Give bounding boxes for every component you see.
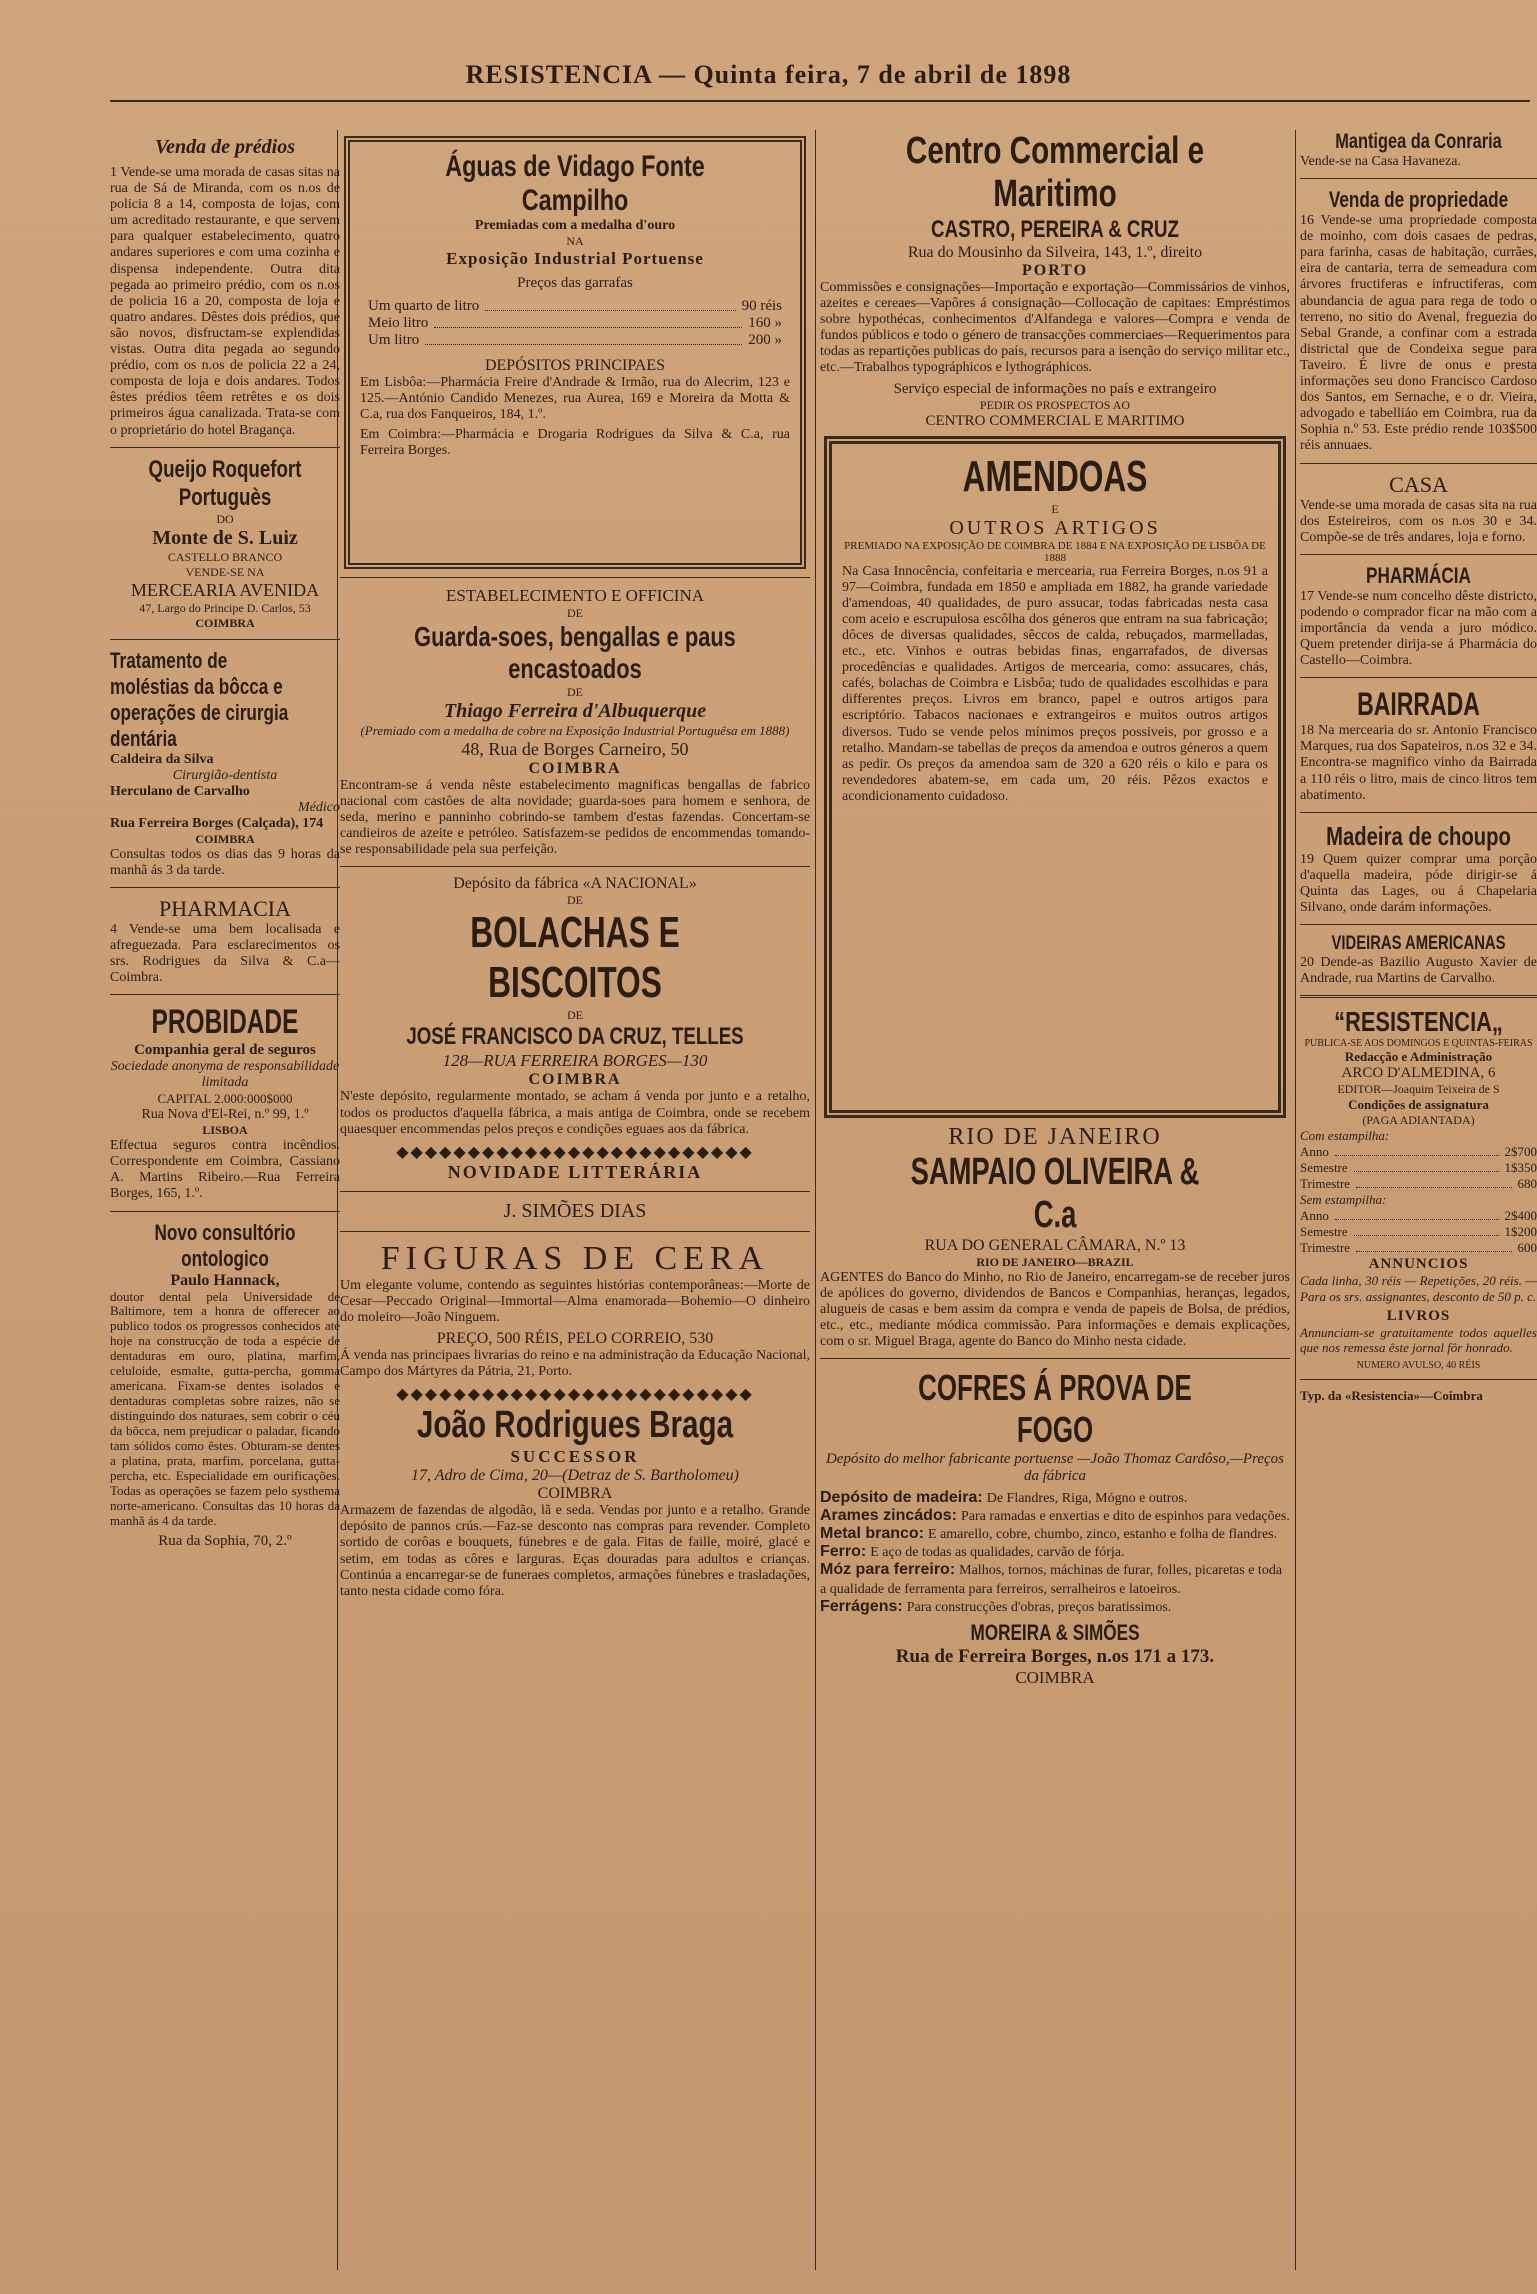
mantiga-title: Mantigea da Conraria: [1335, 130, 1502, 153]
pharmacia-2-text: 17 Vende-se num concelho dêste districto, podendo o comprador ficar na mão com a importância da venda a juro módico. Quem pretender dirija-se á Pharmácia do Castello—Coimbra.: [1300, 588, 1537, 669]
divider: [110, 447, 340, 448]
deposito-address: 128—RUA FERREIRA BORGES—130: [442, 1051, 708, 1071]
sub-price-row: [1300, 1176, 1537, 1192]
casa-title: CASA: [1389, 471, 1448, 497]
cofres-item-value: E aço de todas as qualidades, carvão de fórja.: [870, 1545, 1125, 1561]
sub-price-key: Anno: [1300, 1208, 1329, 1224]
divider: [1300, 554, 1537, 555]
resistencia-typ: Typ. da «Resistencia»—Coimbra: [1300, 1387, 1483, 1403]
vidago-price-row: [368, 298, 782, 315]
consultorio-name: Paulo Hannack,: [170, 1271, 280, 1289]
divider: [1300, 812, 1537, 813]
sub-price-row: [1300, 1144, 1537, 1160]
videiras-title: VIDEIRAS AMERICANAS: [1331, 933, 1506, 955]
deposito-de-2: DE: [567, 1008, 583, 1023]
rio-title: RIO DE JANEIRO: [948, 1123, 1162, 1150]
officina-main: Guarda-soes, bengallas e paus encastoados: [414, 621, 736, 684]
ornament-border: ◆◆◆◆◆◆◆◆◆◆◆◆◆◆◆◆◆◆◆◆◆◆◆◆◆: [396, 1386, 754, 1404]
resistencia-editor: EDITOR—Joaquim Teixeira de S: [1337, 1082, 1500, 1097]
cofres-item-value: De Flandres, Riga, Mógno e outros.: [986, 1491, 1188, 1507]
vidago-subtitle: Premiadas com a medalha d'ouro: [474, 218, 676, 233]
ccm-address: Rua do Mousinho da Silveira, 143, 1.º, direito: [907, 244, 1203, 261]
bolachas-title: BOLACHAS E BISCOITOS: [470, 908, 680, 1008]
rio-city: RIO DE JANEIRO—BRAZIL: [976, 1254, 1134, 1269]
vidago-depositos: DEPÓSITOS PRINCIPAES: [484, 357, 666, 374]
queijo-mercearia: MERCEARIA AVENIDA: [130, 579, 320, 600]
vidago-prices-title: Preços das garrafas: [517, 275, 633, 291]
queijo-title: Queijo Roquefort Portuguès: [148, 455, 302, 511]
sub-price-row: [1300, 1160, 1537, 1176]
sub-price-value: 1$200: [1504, 1224, 1537, 1240]
cofres-item-key: Depósito de madeira:: [820, 1489, 983, 1507]
cofres-item-value: Para construcções d'obras, preços baratissimos.: [906, 1599, 1172, 1615]
cofres-firm: MOREIRA & SIMÕES: [970, 1619, 1140, 1645]
vidago-price-row: [368, 332, 782, 349]
resistencia-livros-text: Annunciam-se gratuitamente todos aquelles que nos remessa êste jornal fôr honrado.: [1300, 1324, 1537, 1356]
divider: [340, 577, 810, 578]
cofres-item: [820, 1543, 1290, 1561]
price-value: 160 »: [748, 315, 782, 331]
tratamento-role-2: Médico: [298, 799, 340, 815]
probidade-society: Sociedade anonyma de responsabilidade limitada: [110, 1059, 340, 1091]
braga-address: 17, Adro de Cima, 20—(Detraz de S. Bartholomeu): [411, 1467, 739, 1485]
officina-text: Encontram-se á venda nêste estabelecimento magnificas bengallas de fabrico nacional com castões de alta novidade; guarda-soes para homem e senhora, de seda, merino e panninho cobrindo-se tambem d'estas fazendas. Concertam-se candieiros de azeite e petróleo. Satisfazem-se pedidos de encommendas tomando-se responsabilidade pela sua perfeição.: [340, 778, 810, 858]
resistencia-com: Com estampilha:: [1300, 1128, 1390, 1144]
amendoas-premiado: PREMIADO NA EXPOSIÇÃO DE COIMBRA DE 1884 E NA EXPOSIÇÃO DE LISBÔA DE 1888: [844, 539, 1266, 564]
deposito-de: DE: [567, 893, 583, 908]
cofres-title: COFRES Á PROVA DE FOGO: [918, 1367, 1192, 1451]
consultorio-address: Rua da Sophia, 70, 2.º: [158, 1532, 292, 1549]
resistencia-livros: LIVROS: [1386, 1307, 1451, 1324]
divider: [340, 1231, 810, 1232]
braga-subtitle: SUCCESSOR: [510, 1447, 640, 1467]
amendoas-ad: [824, 436, 1286, 1118]
queijo-do: DO: [216, 511, 234, 526]
divider: [1300, 1379, 1537, 1380]
novidade-price: PREÇO, 500 RÉIS, PELO CORREIO, 530: [436, 1330, 714, 1348]
ccm-ask: PEDIR OS PROSPECTOS AO: [979, 397, 1131, 412]
probidade-capital: CAPITAL 2.000:000$000: [157, 1091, 293, 1107]
divider: [1300, 924, 1537, 925]
probidade-address: Rua Nova d'El-Rei, n.º 99, 1.º: [141, 1107, 309, 1123]
novidade-text: Um elegante volume, contendo as seguintes histórias contemporâneas:—Morte de Cesar—Peccado Original—Immortal—Alma enamorada—Bohemio—O dinheiro do moleiro—João Ninguem.: [340, 1277, 810, 1325]
cofres-item: [820, 1507, 1290, 1525]
officina-city: COIMBRA: [528, 760, 622, 777]
rio-address: RUA DO GENERAL CÂMARA, N.º 13: [924, 1236, 1186, 1254]
sub-price-row: [1300, 1208, 1537, 1224]
divider: [340, 1191, 810, 1192]
cofres-item-key: Arames zincádos:: [820, 1507, 957, 1525]
tratamento-name-2: Herculano de Carvalho: [110, 783, 250, 799]
divider: [340, 866, 810, 867]
divider: [110, 1211, 340, 1212]
probidade-text: Effectua seguros contra incêndios. Correspondente em Coimbra, Cassiano A. Martins Ribeiro.—Rua Ferreira Borges, 165, 1.º.: [110, 1138, 340, 1202]
tratamento-name-1: Caldeira da Silva: [110, 751, 214, 767]
resistencia-publica: PUBLICA-SE AOS DOMINGOS E QUINTAS-FEIRAS: [1304, 1038, 1533, 1050]
novidade-sale: Á venda nas principaes livrarias do reino e na administração da Educação Nacional, Campo dos Mártyres da Pátria, 21, Porto.: [340, 1348, 810, 1380]
sub-price-key: Semestre: [1300, 1160, 1348, 1176]
resistencia-annuncios: ANNUNCIOS: [1368, 1256, 1469, 1273]
resistencia-avulso: NUMERO AVULSO, 40 RÉIS: [1356, 1359, 1481, 1371]
officina-name: Thiago Ferreira d'Albuquerque: [443, 700, 707, 722]
header-rule: [110, 100, 1530, 102]
sub-price-key: Semestre: [1300, 1224, 1348, 1240]
sub-price-value: 1$350: [1504, 1160, 1537, 1176]
cofres-item-value: Para ramadas e enxertias e dito de espinhos para vedações.: [960, 1509, 1290, 1525]
vidago-expo: Exposição Industrial Portuense: [446, 249, 704, 268]
queijo-address: 47, Largo do Principe D. Carlos, 53: [139, 600, 311, 615]
madeira-text: 19 Quem quizer comprar uma porção d'aquella madeira, póde dirigir-se á Quinta das Lages, ou á Chapelaria Silvano, onde darám informações.: [1300, 851, 1537, 915]
cofres-item-value: E amarello, cobre, chumbo, zinco, estanho e folha de flandres.: [928, 1527, 1278, 1543]
ccm-ask-2: CENTRO COMMERCIAL E MARITIMO: [925, 412, 1185, 429]
pharmacia-title: PHARMACIA: [158, 895, 292, 921]
amendoas-other: OUTROS ARTIGOS: [949, 516, 1161, 539]
column-2: [340, 130, 810, 1604]
cofres-item-value: Malhos, tornos, máchinas de furar, folles, picaretas e toda a qualidade de ferramenta para ferreiros, serralheiros e latoeiros.: [820, 1563, 1283, 1597]
divider: [110, 994, 340, 995]
novidade-title: NOVIDADE LITTERÁRIA: [447, 1161, 703, 1182]
officina-de-2: DE: [567, 685, 583, 699]
cofres-city: COIMBRA: [1015, 1667, 1095, 1687]
pharmacia-2-title: PHARMÁCIA: [1366, 562, 1471, 588]
videiras-text: 20 Dende-as Bazilio Augusto Xavier de Andrade, rua Martins de Carvalho.: [1300, 955, 1537, 987]
column-3: [820, 130, 1290, 1688]
braga-text: Armazem de fazendas de algodão, lã e seda. Vendas por junto e a retalho. Grande depósito de pannos crús.—Faz-se desconto nas compras para revender. Completo sortido de corôas e bouquets, fúnebres e de gala. Fitas de faille, moiré, glacé e setim, em todas as côres e larguras. Eças douradas para adultos e crianças. Continúa a encarregar-se de funeraes completos, armações fúnebres e trasladações, tanto nesta cidade como fóra.: [340, 1503, 810, 1599]
cofres-item-key: Móz para ferreiro:: [820, 1561, 956, 1579]
vidago-lisboa: Em Lisbôa:—Pharmácia Freire d'Andrade & Irmão, rua do Alecrim, 123 e 125.—António Candido Menezes, rua Aurea, 169 e Moreira da Motta & C.a, rua dos Fanqueiros, 184, 1.º.: [360, 375, 790, 423]
venda-propriedade-title: Venda de propriedade: [1328, 187, 1509, 213]
cofres-item-key: Ferrágens:: [820, 1597, 903, 1615]
deposito-title: Depósito da fábrica «A NACIONAL»: [453, 875, 697, 893]
tratamento-title: Tratamento de moléstias da bôcca e operações de cirurgia dentária: [110, 647, 289, 751]
price-item: Um quarto de litro: [368, 298, 480, 314]
probidade-city: LISBOA: [202, 1123, 248, 1138]
ornament-border: ◆◆◆◆◆◆◆◆◆◆◆◆◆◆◆◆◆◆◆◆◆◆◆◆◆: [396, 1143, 754, 1161]
tratamento-city: COIMBRA: [195, 831, 255, 846]
sub-price-key: Anno: [1300, 1144, 1329, 1160]
resistencia-title: “RESISTENCIA„: [1334, 1006, 1503, 1038]
cofres-item-key: Ferro:: [820, 1543, 867, 1561]
probidade-title: PROBIDADE: [151, 1003, 299, 1042]
divider: [110, 887, 340, 888]
resistencia-sem: Sem estampilha:: [1300, 1192, 1387, 1208]
sub-price-value: 2$400: [1504, 1208, 1537, 1224]
vidago-title: Águas de Vidago Fonte Campilho: [445, 150, 705, 217]
resistencia-condicoes: Condições de assignatura: [1348, 1097, 1489, 1113]
divider: [1300, 178, 1537, 179]
column-4: [1300, 130, 1537, 1404]
rio-firm: SAMPAIO OLIVEIRA & C.a: [910, 1150, 1200, 1236]
venda-predios-text: 1 Vende-se uma morada de casas sitas na rua de Sá de Miranda, com os n.os de policia 8 a 14, composta de lojas, com um acreditado restaurante, e que servem para qualquer estabelecimento, quatro andares superiores e com uma cozinha e dispensa independente. Outra dita pegada ao primeiro prédio, com os n.os de policia 16 a 20, composta de loja e quatro andares. Dêstes dois prédios, que são novos, disfructam-se explendidas vistas. Outra dita pegada ao segundo prédio, com os n.os de policia 22 a 24, composta de loja e dois andares. Todos êstes prédios têem retrêtes e os dois primeiros água canalizada. Trata-se com o proprietário do hotel Bragança.: [110, 165, 340, 438]
casa-text: Vende-se uma morada de casas sita na rua dos Esteireiros, com os n.os 30 e 34. Compõe-se de três andares, loja e forno.: [1300, 497, 1537, 545]
vidago-price-row: [368, 315, 782, 332]
column-divider: [815, 130, 816, 2270]
cofres-item: [820, 1489, 1290, 1507]
queijo-vende: VENDE-SE NA: [185, 564, 265, 579]
novidade-author: J. SIMÕES DIAS: [503, 1199, 647, 1222]
amendoas-text: Na Casa Innocência, confeitaria e mercearia, rua Ferreira Borges, n.os 91 a 97—Coimbra, fundada em 1850 e ampliada em 1882, ha grande variedade d'amendoas, 40 qualidades, de puro assucar, todas fabricadas nesta casa com aceio e escrupulosa escôlha dos géneros que entram na sua fabricação; dôces de diversas qualidades, sêccos de calda, rebuçados, marmelladas, etc., etc. Vinhos e outras bebidas finas, engarrafados, de diversas procedências e qualidades. Artigos de mercearia, como: assucares, chás, cafés, bolachas de Coimbra e Lisbôa; tudo de qualidades escolhidas e para differentes preços. Livros em branco, papel e outros artigos para escriptório. Tabacos nacionaes e extrangeiros e muitos outros artigos diversos. Tudo se vende pelos mínimos preços possiveis, por grosso e a retalho. Mandam-se tabellas de preços da amendoa e outros géneros a quem as pedir. Os preços da amendoa sam de 320 a 620 réis o kilo e para os revendedores abatem-se, em cada um, 20 réis. Pêzos exactos e acondicionamento cuidadoso.: [842, 563, 1268, 804]
price-value: 90 réis: [741, 298, 782, 314]
pharmacia-text: 4 Vende-se uma bem localisada e afreguezada. Para esclarecimentos os srs. Rodrigues da Silva & C.a—Coimbra.: [110, 921, 340, 986]
resistencia-address: ARCO D'ALMEDINA, 6: [1341, 1065, 1496, 1082]
cofres-item: [820, 1561, 1290, 1597]
ccm-service: Serviço especial de informações no país e extrangeiro: [893, 380, 1217, 397]
sub-price-row: [1300, 1240, 1537, 1256]
sub-price-value: 2$700: [1504, 1144, 1537, 1160]
price-item: Meio litro: [368, 315, 429, 331]
divider: [1300, 995, 1537, 998]
consultorio-text: doutor dental pela Universidade de Baltimore, tem a honra de offerecer ao publico todos os progressos conhecidos até hoje na construcção de toda a espécie de dentaduras em ouro, platina, marfim, celuloide, esmalte, gutta-percha, gomma americana. Fixam-se dentes isolados e dentaduras completas sobre raizes, não se distinguindo dos naturaes, sem cobrir o céu da bôcca, nem prejudicar o paladar, ficando tam sólidos como êstes. Obturam-se dentes a platina, prata, marfim, porcelana, gutta-percha, etc. Especialidade em ourificações. Todas as operações se fazem pelo systhema norte-americano. Consultas das 10 horas da manhã ás 4 da tarde.: [110, 1288, 340, 1528]
officina-address: 48, Rua de Borges Carneiro, 50: [461, 739, 689, 759]
ccm-city: PORTO: [1021, 262, 1089, 279]
resistencia-paga: (PAGA ADIANTADA): [1362, 1113, 1475, 1128]
madeira-title: Madeira de choupo: [1326, 820, 1511, 851]
sub-price-value: 680: [1517, 1176, 1537, 1192]
vidago-coimbra: Em Coimbra:—Pharmácia e Drogaria Rodrigues da Silva & C.a, rua Ferreira Borges.: [360, 427, 790, 459]
venda-predios-title: Venda de prédios: [155, 136, 295, 158]
cofres-item: [820, 1598, 1290, 1616]
sub-price-key: Trimestre: [1300, 1240, 1351, 1256]
officina-title: ESTABELECIMENTO E OFFICINA: [445, 586, 705, 605]
column-divider: [1295, 130, 1296, 2270]
tratamento-address: Rua Ferreira Borges (Calçada), 174: [110, 815, 324, 831]
novidade-book: FIGURAS DE CERA: [380, 1239, 770, 1277]
price-value: 200 »: [748, 332, 782, 348]
deposito-text: N'este depósito, regularmente montado, se acham á venda por junto e a retalho, todos os productos d'aquella fábrica, a mais antiga de Coimbra, onde se recebem quaesquer encommendas pelos preços e condições eguaes aos da fábrica.: [340, 1089, 810, 1137]
amendoas-title: AMENDOAS: [962, 451, 1148, 501]
sub-price-key: Trimestre: [1300, 1176, 1351, 1192]
braga-title: João Rodrigues Braga: [416, 1404, 734, 1447]
consultorio-title: Novo consultório ontologico: [154, 1219, 296, 1271]
queijo-place: CASTELLO BRANCO: [167, 549, 283, 564]
ccm-text: Commissões e consignações—Importação e exportação—Commissários de vinhos, azeites e cereaes—Vapôres á consignação—Collocação de capitaes: Empréstimos sobre hypothécas, conhecimentos d'Alfandega e valores—Compra e venda de fundos públicos e todo o género de transacções commerciaes—Requerimentos para todas as repartições publicas do país, recursos para a isenção do serviço militar etc., etc.—Trabalhos typográphicos e lythográphicos.: [820, 280, 1290, 376]
cofres-item: [820, 1525, 1290, 1543]
resistencia-redaccao: Redacção e Administração: [1344, 1049, 1493, 1065]
ccm-title: Centro Commercial e Maritimo: [905, 130, 1205, 215]
cofres-subtitle: Depósito do melhor fabricante portuense —João Thomaz Cardôso,—Preços da fábrica: [825, 1451, 1285, 1485]
bairrada-title: BAIRRADA: [1357, 686, 1480, 723]
amendoas-e: E: [1051, 501, 1059, 516]
price-item: Um litro: [368, 332, 420, 348]
resistencia-annuncios-text: Cada linha, 30 réis — Repetições, 20 réis. — Para os srs. assignantes, desconto de 50 p. c.: [1300, 1273, 1537, 1304]
queijo-monte: Monte de S. Luiz: [152, 526, 298, 549]
divider: [820, 1358, 1290, 1359]
probidade-subtitle: Companhia geral de seguros: [134, 1042, 316, 1059]
vidago-na: NA: [566, 234, 584, 248]
officina-de: DE: [567, 606, 583, 620]
officina-premiado: (Premiado com a medalha de cobre na Exposição Industrial Portuguêsa em 1888): [360, 723, 790, 738]
sub-price-row: [1300, 1224, 1537, 1240]
cofres-address: Rua de Ferreira Borges, n.os 171 a 173.: [895, 1645, 1215, 1667]
deposito-city: COIMBRA: [528, 1071, 622, 1089]
tratamento-text: Consultas todos os dias das 9 horas da manhã ás 3 da tarde.: [110, 846, 340, 878]
cofres-item-key: Metal branco:: [820, 1525, 925, 1543]
page-header: RESISTENCIA — Quinta feira, 7 de abril de 1898: [465, 60, 1072, 89]
divider: [1300, 677, 1537, 678]
deposito-name: JOSÉ FRANCISCO DA CRUZ, TELLES: [406, 1023, 744, 1051]
vidago-ad: [344, 136, 806, 569]
sub-price-value: 600: [1517, 1240, 1537, 1256]
venda-propriedade-text: 16 Vende-se uma propriedade composta de moinho, com dois casaes de pedras, para farinha, casas de habitação, currães, eira de cantaria, terra de semeadura com árvores fructiferas e infructiferas, com abundancia de agua para rega de todo o terreno, no sitio do Avenal, freguezia do Sebal Grande, a confinar com a estrada districtal que de Condeixa segue para Taveiro. É livre de onus e presta informações seu dono Francisco Cardoso dos Santos, em Sernache, e o dr. Vieira, advogado e tabelliáo em Coimbra, rua da Sophia n.º 53. Este prédio rende 103$500 réis annuaes.: [1300, 213, 1537, 454]
divider: [110, 639, 340, 640]
mantiga-text: Vende-se na Casa Havaneza.: [1300, 154, 1461, 169]
ccm-firm: CASTRO, PEREIRA & CRUZ: [931, 216, 1179, 243]
braga-city: COIMBRA: [537, 1485, 613, 1503]
tratamento-role-1: Cirurgião-dentista: [172, 767, 278, 783]
divider: [1300, 463, 1537, 464]
bairrada-text: 18 Na mercearia do sr. Antonio Francisco Marques, rua dos Sapateiros, n.os 32 e 34. Encontra-se magnifico vinho da Bairrada a 110 réis o litro, mais de cinco litros tem abatimento.: [1300, 723, 1537, 803]
column-1: [110, 130, 340, 1550]
rio-text: AGENTES do Banco do Minho, no Rio de Janeiro, encarregam-se de receber juros de apólices do governo, dividendos de Bancos e Companhias, heranças, legados, alugueis de casas e bem assim da compra e venda de papeis de Bolsa, de prédios, etc., etc., mediante módica commissão. Para informações e demais explicações, com o sr. Miguel Braga, agente do Banco do Minho nesta cidade.: [820, 1269, 1290, 1349]
queijo-city: COIMBRA: [195, 615, 255, 630]
